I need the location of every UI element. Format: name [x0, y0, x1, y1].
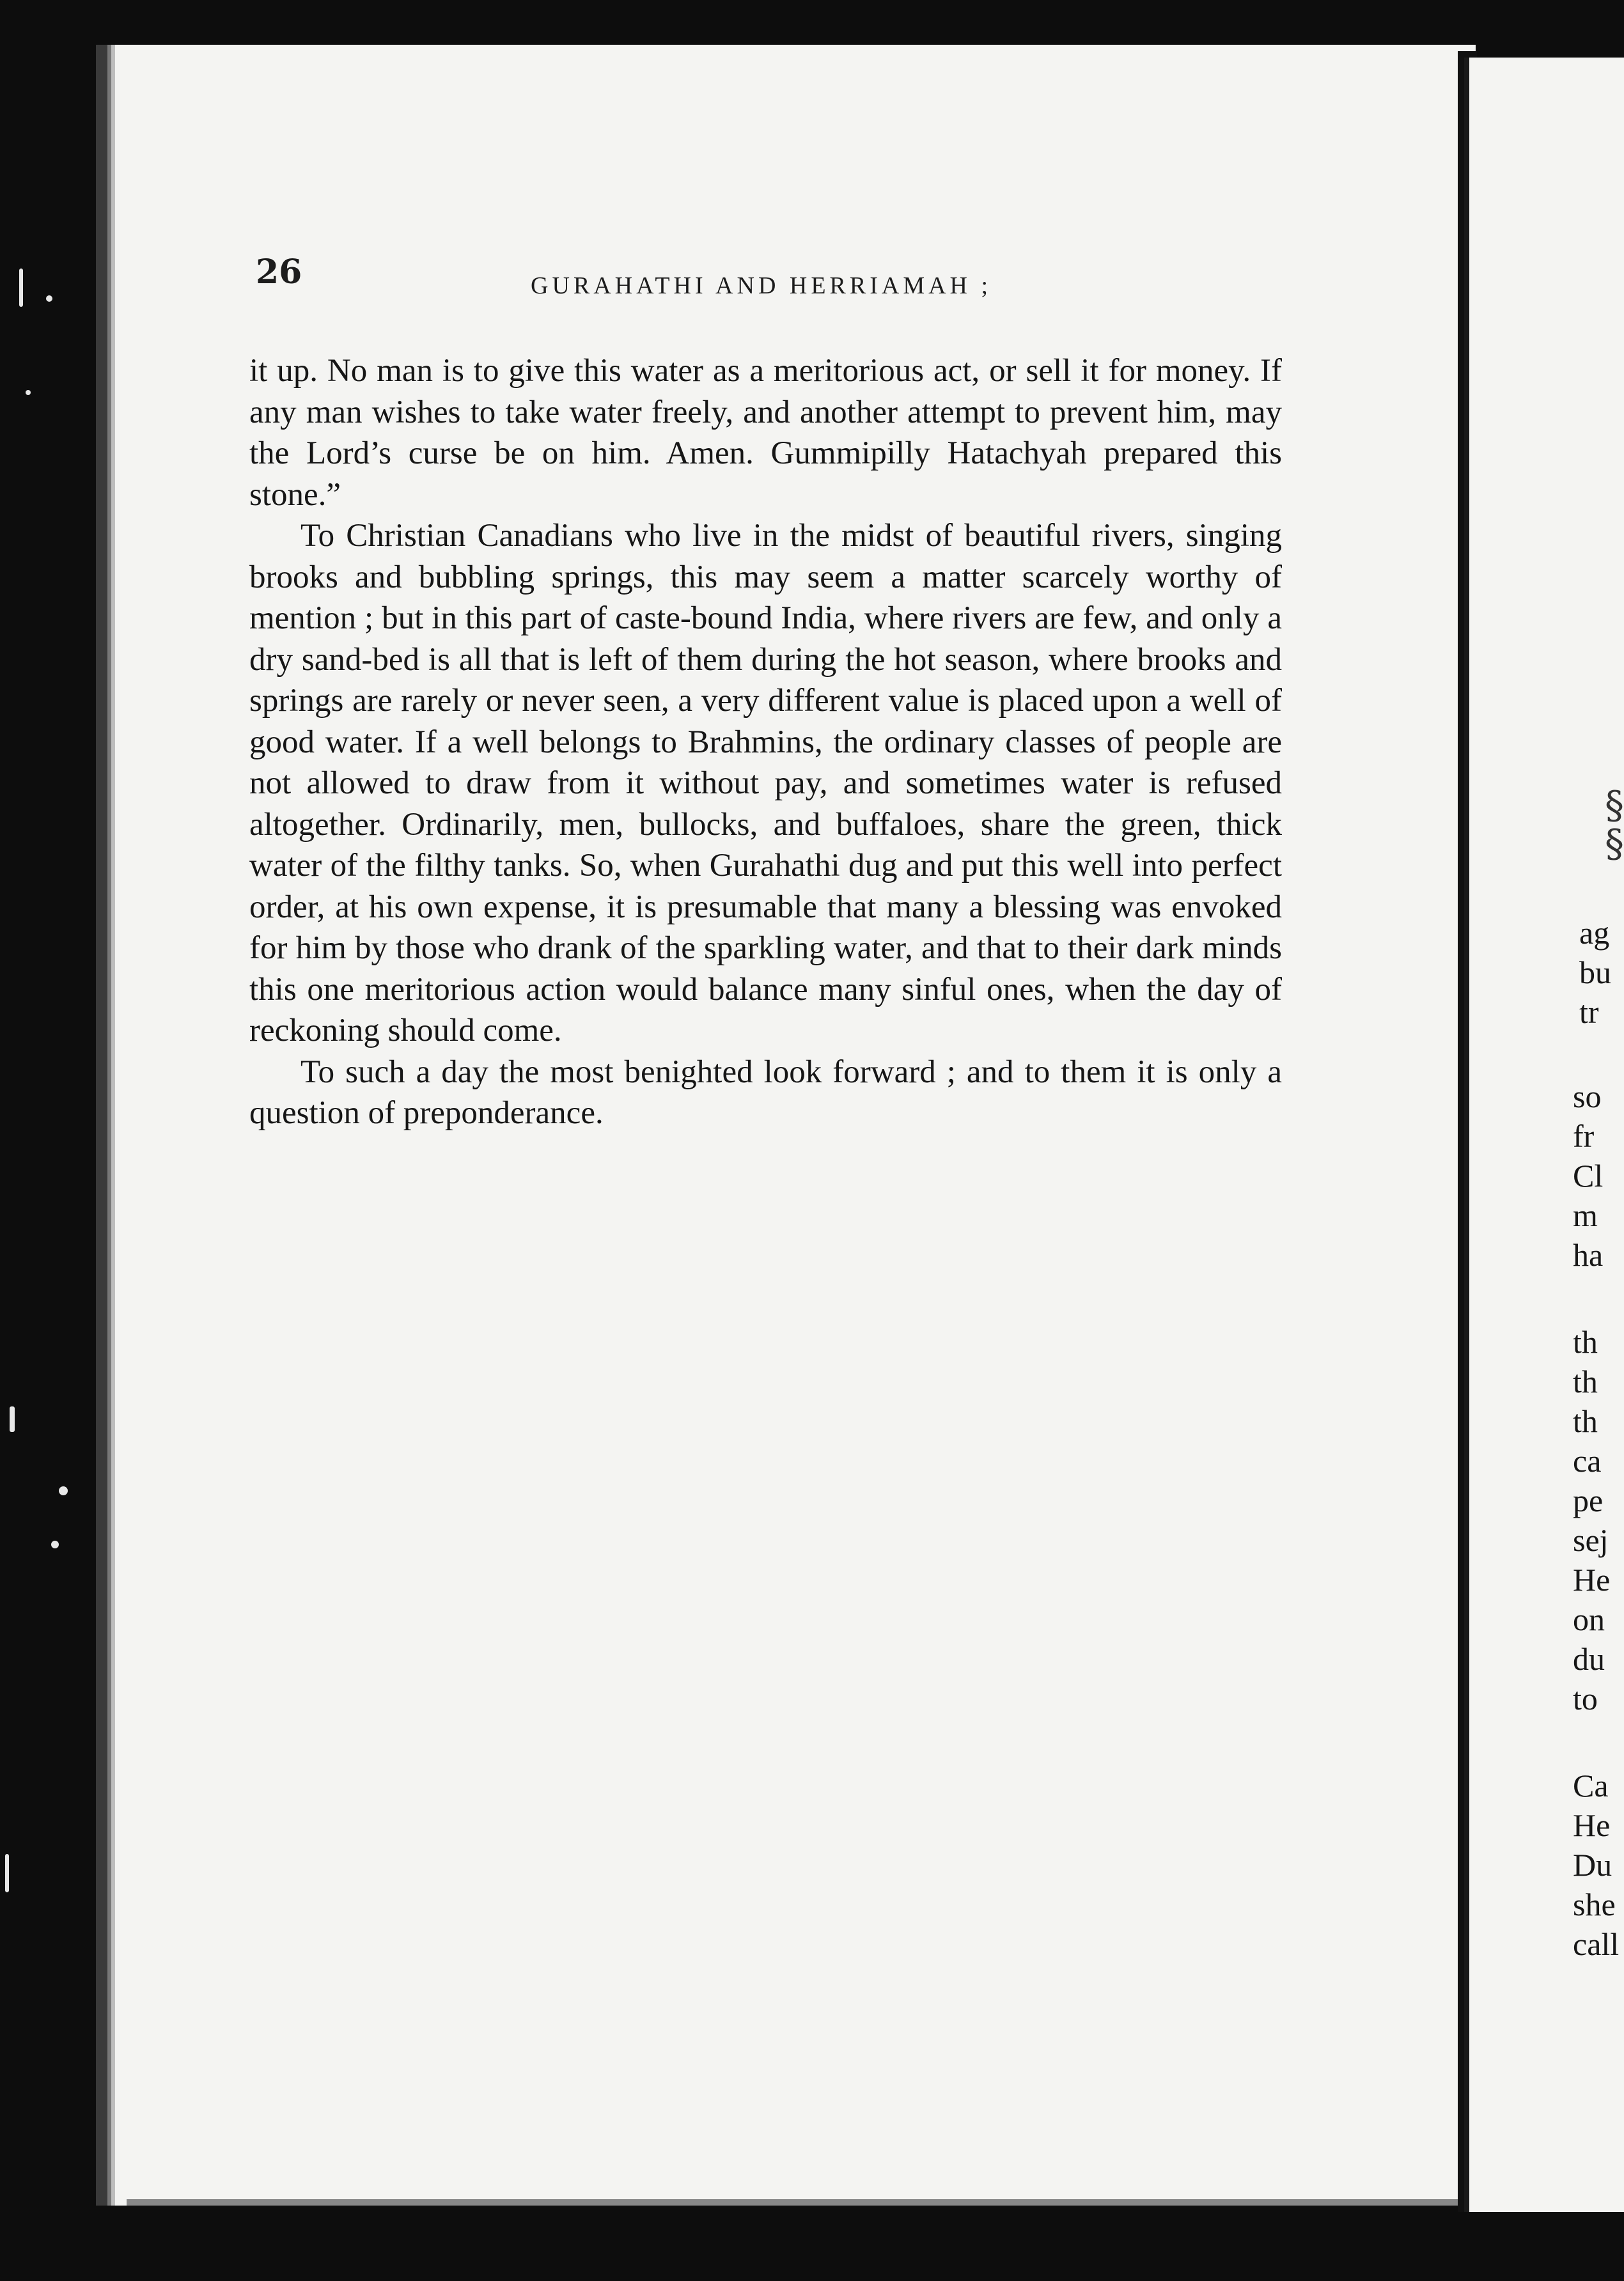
right-fragment: He — [1573, 1562, 1611, 1598]
right-fragment: bu — [1579, 954, 1611, 990]
page-number: 26 — [256, 253, 302, 292]
right-fragment: th — [1573, 1364, 1598, 1399]
dust-speck — [26, 390, 31, 395]
ornament-icon: § § — [1605, 783, 1624, 866]
right-fragment: ca — [1573, 1443, 1602, 1479]
right-fragment: Du — [1573, 1847, 1612, 1883]
right-fragment: on — [1573, 1601, 1605, 1637]
right-fragment: so — [1573, 1078, 1602, 1114]
right-fragment: she — [1573, 1887, 1616, 1922]
dust-speck — [10, 1406, 15, 1432]
dust-speck — [51, 1541, 59, 1548]
right-fragment: Cl — [1573, 1158, 1604, 1194]
right-fragment: du — [1573, 1641, 1605, 1677]
right-fragment: Ca — [1573, 1768, 1609, 1803]
body-text — [249, 350, 1282, 1134]
right-fragment: m — [1573, 1197, 1598, 1233]
right-fragment: ag — [1579, 915, 1610, 951]
running-head: GURAHATHI AND HERRIAMAH ; — [531, 272, 992, 299]
dust-speck — [59, 1486, 68, 1495]
right-fragment: th — [1573, 1324, 1598, 1360]
dust-speck — [46, 295, 52, 302]
right-fragment: ha — [1573, 1237, 1604, 1273]
right-fragment: th — [1573, 1403, 1598, 1439]
right-fragment: sej — [1573, 1522, 1609, 1558]
right-fragment: to — [1573, 1681, 1598, 1717]
paragraph: To Christian Canadians who live in the midst of beautiful rivers, singing brooks and bubbling springs, this may seem a matter scarcely worthy of mention ; but in this part of caste-bound India, where rivers are few, and only a dry sand-bed is all that is left of them during the hot season, where brooks and springs are rarely or never seen, a very different value is placed upon a well of good water. If a well belongs to Brahmins, the ordinary classes of people are not allowed to draw from it without pay, and sometimes water is refused altogether. Ordinarily, men, bullocks, and buffaloes, share the green, thick water of the filthy tanks. So, when Gurahathi dug and put this well into perfect order, at his own expense, it is presumable that many a blessing was envoked for him by those who drank of the sparkling water, and that to their dark minds this one meritorious action would balance many sinful ones, when the day of reckoning should come. — [249, 518, 1282, 1048]
right-fragment: fr — [1573, 1118, 1595, 1154]
paragraph: To such a day the most benighted look forward ; and to them it is only a question of preponderance. — [249, 1054, 1282, 1131]
right-fragment: tr — [1579, 994, 1599, 1030]
dust-speck — [19, 269, 23, 307]
right-fragment: pe — [1573, 1483, 1604, 1518]
dust-speck — [5, 1854, 9, 1892]
paragraph-continuation: it up. No man is to give this water as a meritorious act, or sell it for money. If any man wishes to take water freely, and another attempt to prevent him, may the Lord’s curse be on him. Amen. Gummipilly Hatachyah prepared this stone.” — [249, 353, 1282, 513]
right-fragment: He — [1573, 1807, 1611, 1843]
right-fragment: call — [1573, 1926, 1620, 1962]
